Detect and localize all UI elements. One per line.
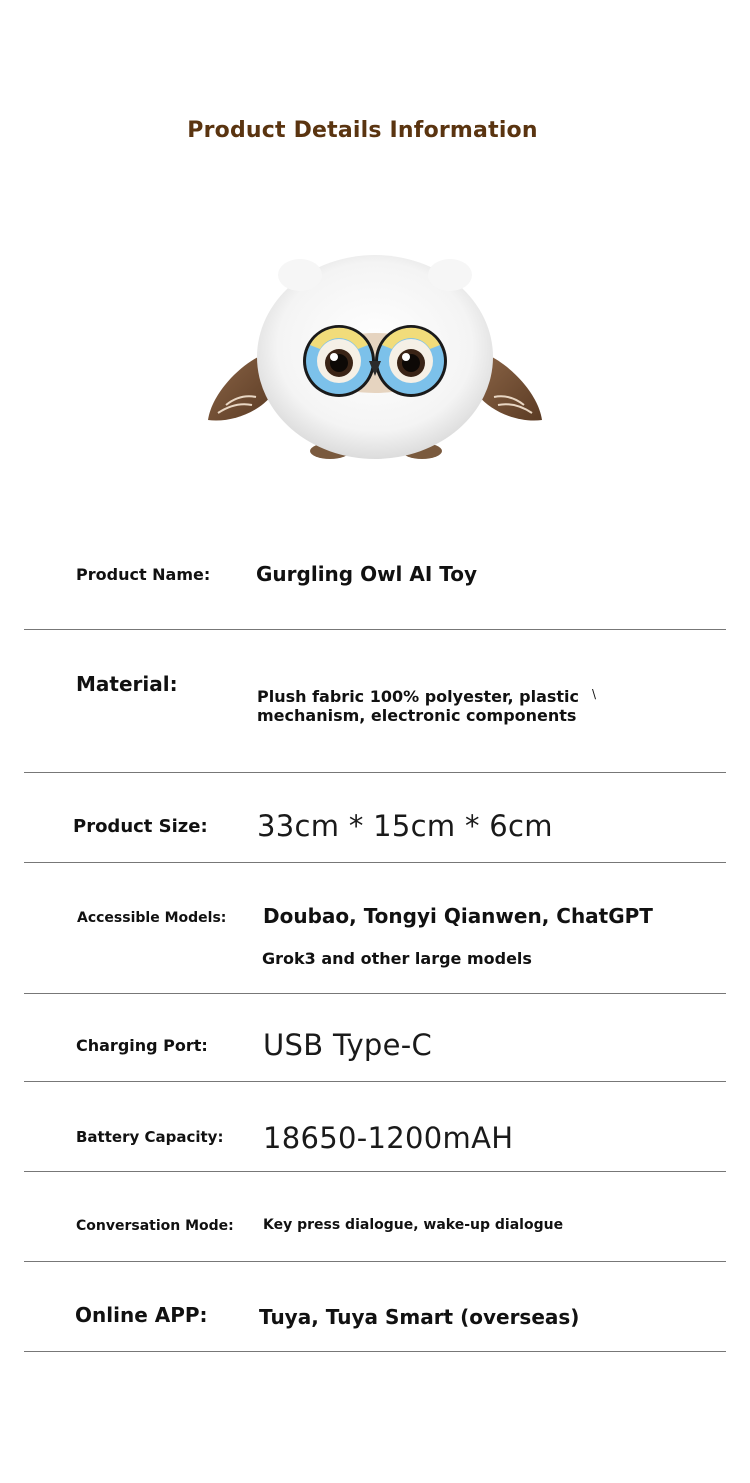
- material-value-line1: Plush fabric 100% polyester, plastic: [257, 687, 580, 706]
- conversation-mode-value: Key press dialogue, wake-up dialogue: [263, 1217, 564, 1233]
- divider: [24, 993, 726, 994]
- conversation-mode-label: Conversation Mode:: [76, 1218, 234, 1234]
- divider: [24, 629, 726, 630]
- online-app-label: Online APP:: [75, 1303, 208, 1327]
- divider: [24, 862, 726, 863]
- divider: [24, 1171, 726, 1172]
- battery-capacity-label: Battery Capacity:: [76, 1128, 224, 1146]
- material-label: Material:: [76, 672, 178, 696]
- accessible-models-label: Accessible Models:: [77, 910, 227, 926]
- divider: [24, 772, 726, 773]
- product-name-value: Gurgling Owl AI Toy: [256, 562, 478, 586]
- page-title: Product Details Information: [187, 118, 538, 143]
- accessible-models-value-line2: Grok3 and other large models: [262, 949, 532, 968]
- product-name-label: Product Name:: [76, 565, 211, 584]
- owl-plush-icon: [200, 245, 550, 475]
- material-value-line2: mechanism, electronic components: [257, 706, 577, 725]
- accessible-models-value-line1: Doubao, Tongyi Qianwen, ChatGPT: [263, 904, 653, 928]
- online-app-value: Tuya, Tuya Smart (overseas): [259, 1305, 580, 1329]
- divider: [24, 1081, 726, 1082]
- divider: [24, 1351, 726, 1352]
- charging-port-label: Charging Port:: [76, 1036, 208, 1055]
- divider: [24, 1261, 726, 1262]
- material-stray-mark: \: [592, 687, 597, 701]
- product-size-value: 33cm * 15cm * 6cm: [257, 809, 553, 843]
- battery-capacity-value: 18650-1200mAH: [263, 1121, 514, 1155]
- product-size-label: Product Size:: [73, 816, 208, 837]
- product-image: [200, 245, 550, 475]
- charging-port-value: USB Type-C: [263, 1028, 433, 1062]
